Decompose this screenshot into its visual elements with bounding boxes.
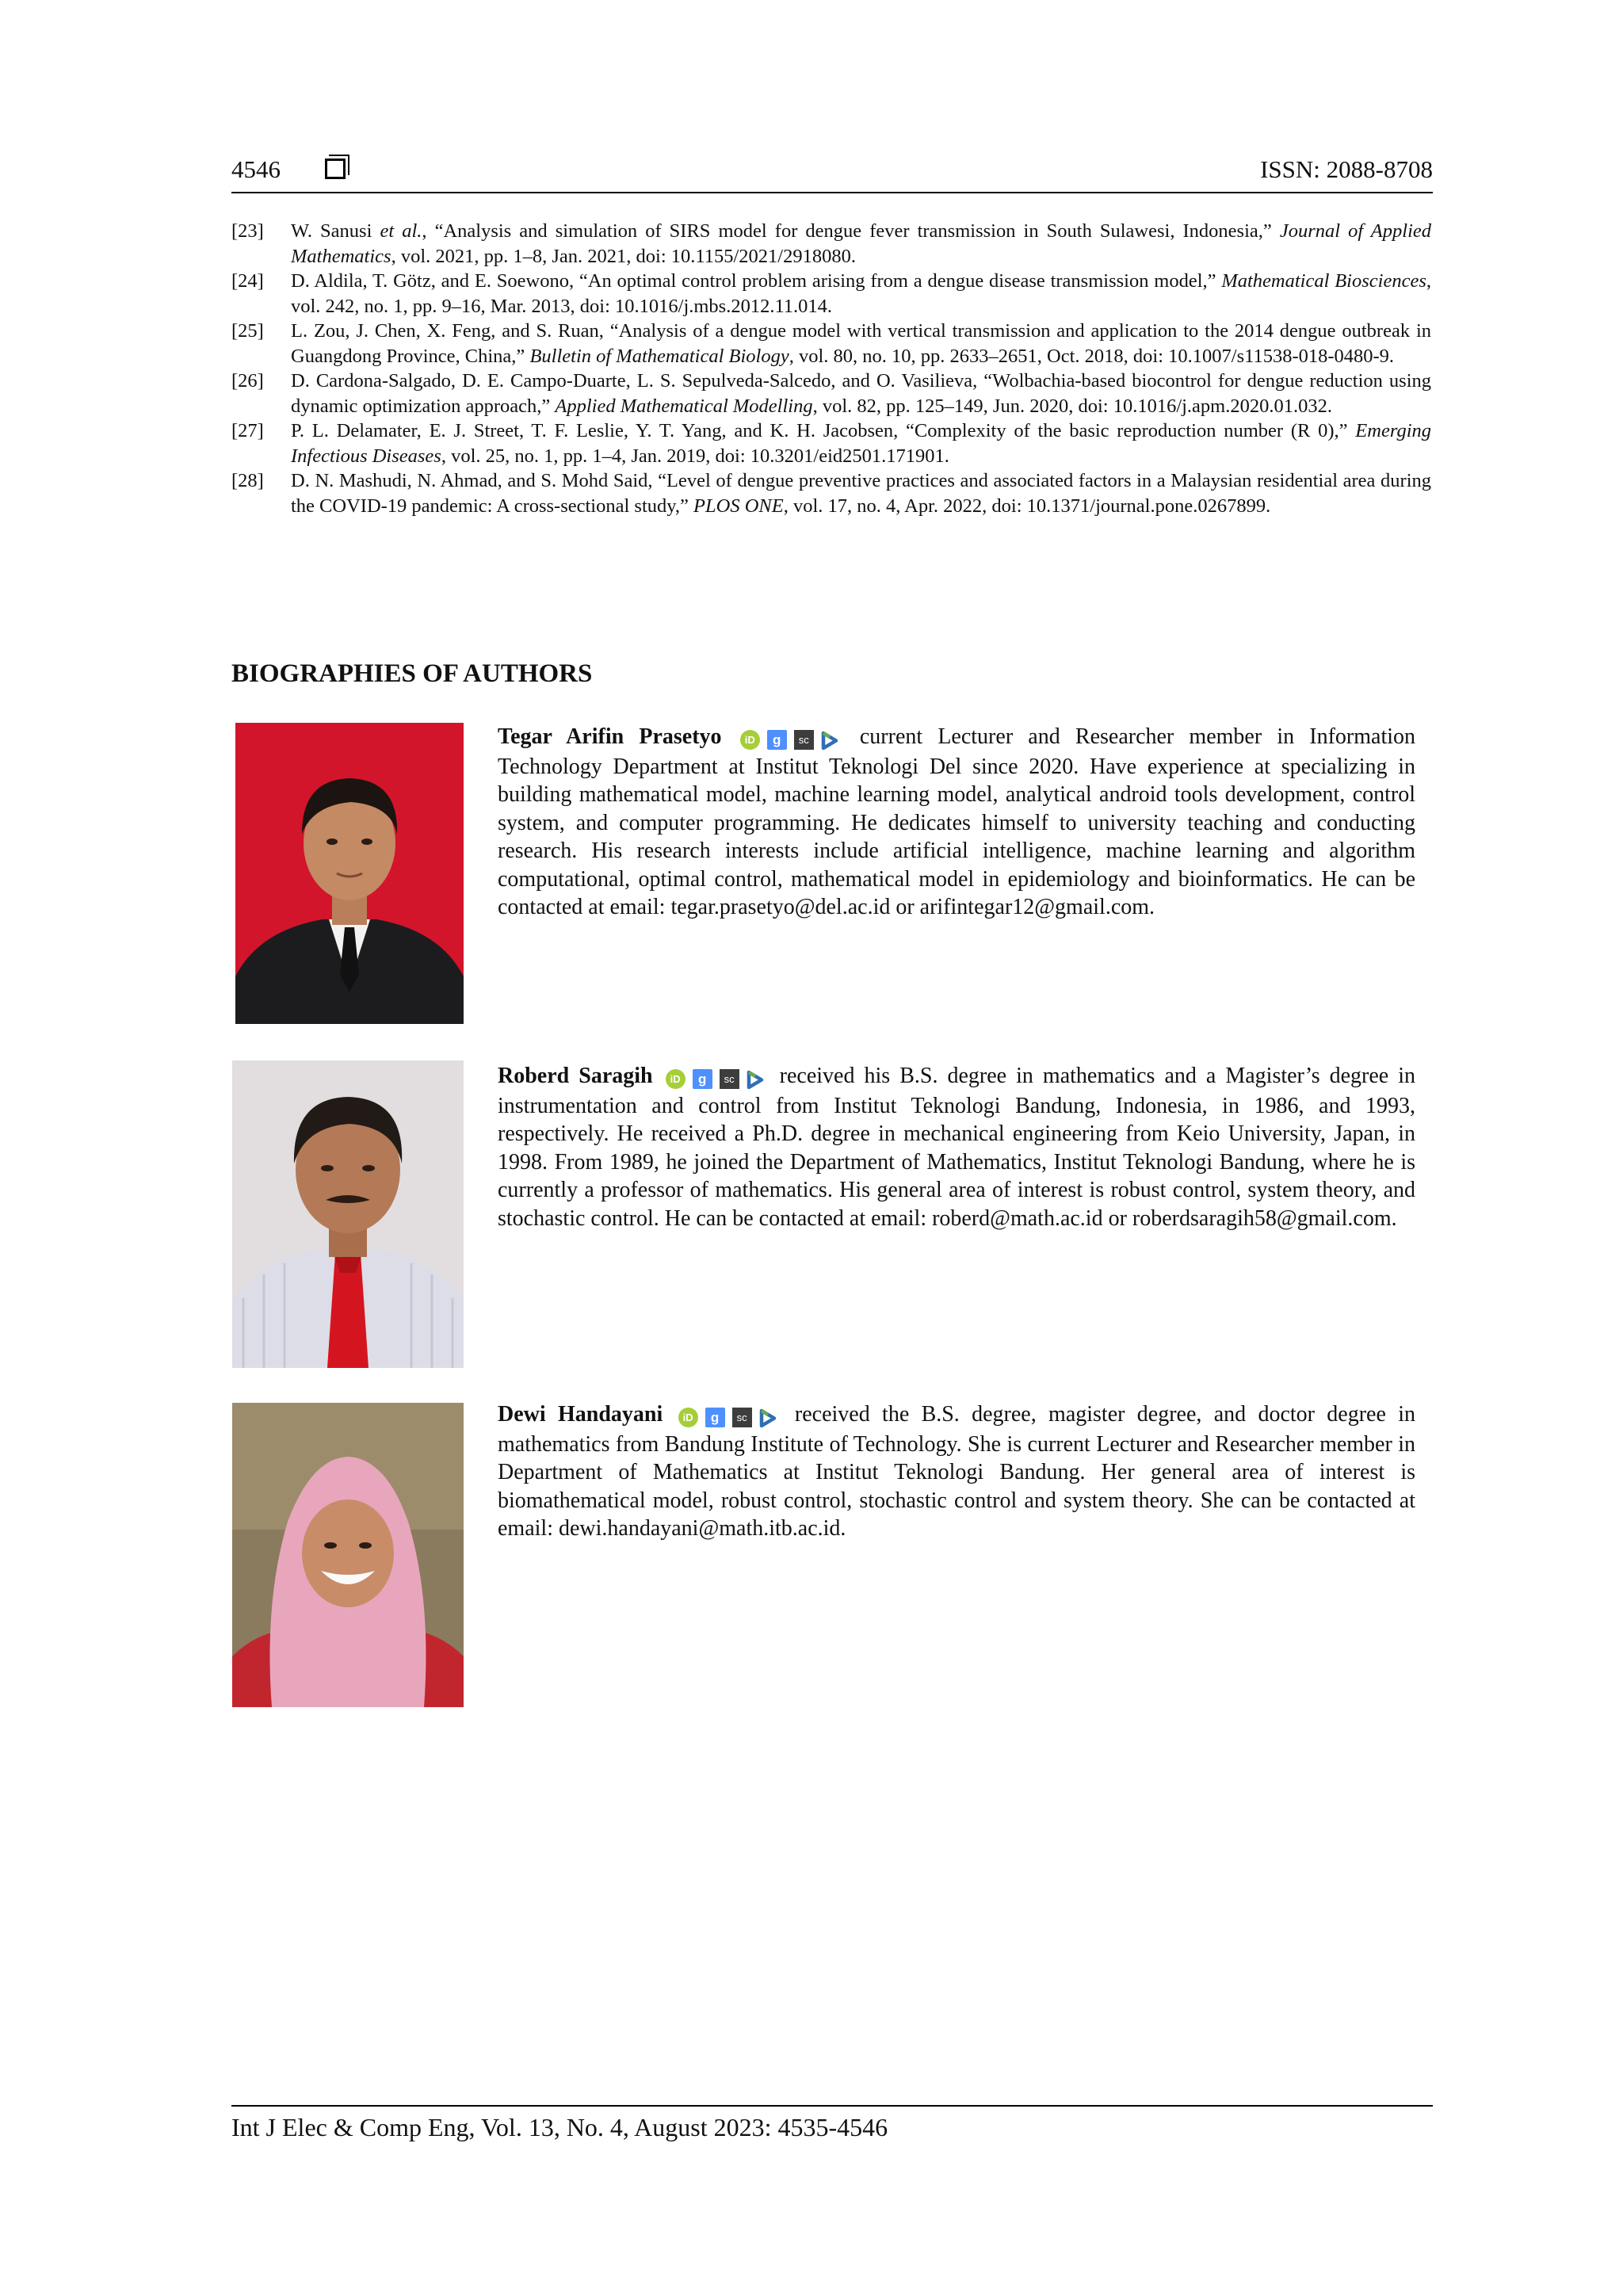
web-of-science-icon[interactable] bbox=[759, 1408, 777, 1427]
reference-item bbox=[231, 219, 1431, 269]
reference-text: L. Zou, J. Chen, X. Feng, and S. Ruan, “Analysis of a dengue model with vertical transmission and application to the 2014 dengue outbreak in Guangdong Province, China,” bbox=[291, 320, 1431, 367]
journal-citation: Int J Elec & Comp Eng, Vol. 13, No. 4, August 2023: 4535-4546 bbox=[231, 2113, 888, 2141]
reference-list bbox=[231, 219, 1431, 518]
square-bullet-icon bbox=[325, 159, 346, 179]
reference-text: D. N. Mashudi, N. Ahmad, and S. Mohd Said, “Level of dengue preventive practices and associated factors in a Malaysian residential area during the COVID-19 pandemic: A cross-sectional study,” bbox=[291, 470, 1431, 517]
google-scholar-icon[interactable]: g bbox=[705, 1408, 725, 1427]
reference-number: [24] bbox=[231, 270, 264, 292]
author-bio-text: current Lecturer and Researcher member in Information Technology Department at Institut Teknologi Del since 2020. Have experience at specializing in building mathematical model, machine learning model, analytical android tools development, control system, and computer programming. He dedicates himself to university teaching and conducting research. His research interests include artificial intelligence, machine learning and algorithm computational, optimal control, mathematical model in epidemiology and bioinformatics. He can be contacted at email: tegar.prasetyo@del.ac.id or arifintegar12@gmail.com. bbox=[498, 724, 1416, 919]
reference-number: [25] bbox=[231, 320, 264, 342]
reference-item bbox=[231, 319, 1431, 369]
portrait-illustration bbox=[232, 1060, 464, 1368]
author-bio-handayani bbox=[498, 1400, 1415, 1543]
web-of-science-icon[interactable] bbox=[821, 730, 838, 750]
reference-journal: Mathematical Biosciences bbox=[1221, 270, 1426, 292]
portrait-illustration bbox=[235, 723, 464, 1024]
section-title: BIOGRAPHIES OF AUTHORS bbox=[231, 659, 593, 688]
author-bio-text: received the B.S. degree, magister degree, and doctor degree in mathematics from Bandung Institute of Technology. She is current Lecturer and Researcher member in Department of Mathematics at Institut Teknologi Bandung. Her general area of interest is biomathematical model, robust control, stochastic control and system theory. She can be contacted at email: dewi.handayani@math.itb.ac.id. bbox=[498, 1402, 1416, 1541]
reference-item bbox=[231, 418, 1431, 468]
reference-text: D. Aldila, T. Götz, and E. Soewono, “An optimal control problem arising from a dengue disease transmission model,” bbox=[291, 270, 1222, 292]
author-id-icons bbox=[678, 1402, 778, 1431]
reference-number: [28] bbox=[231, 470, 264, 491]
page-header bbox=[231, 151, 1433, 193]
reference-item bbox=[231, 269, 1431, 319]
reference-journal: PLOS ONE bbox=[693, 495, 784, 517]
page-number: 4546 bbox=[231, 155, 281, 183]
reference-number: [27] bbox=[231, 420, 264, 441]
reference-italic: et al. bbox=[380, 220, 422, 242]
google-scholar-icon[interactable]: g bbox=[767, 730, 787, 750]
scopus-icon[interactable]: sc bbox=[794, 730, 814, 750]
author-bio-text: received his B.S. degree in mathematics and a Magister’s degree in instrumentation and control from Institut Teknologi Bandung, Indonesia, in 1986, and 1993, respectively. He received a Ph.D. degree in mechanical engineering from Keio University, Japan, in 1998. From 1989, he joined the Department of Mathematics, Institut Teknologi Bandung, where he is currently a professor of mathematics. His general area of interest is robust control, system theory, and stochastic control. He can be contacted at email: roberd@math.ac.id or roberdsaragih58@gmail.com. bbox=[498, 1064, 1416, 1231]
reference-text: D. Cardona-Salgado, D. E. Campo-Duarte, L. S. Sepulveda-Salcedo, and O. Vasilieva, “Wolbachia-based biocontrol for dengue reduction using dynamic optimization approach,” bbox=[291, 370, 1431, 417]
author-id-icons bbox=[666, 1064, 766, 1092]
portrait-illustration bbox=[232, 1403, 464, 1707]
reference-journal: Applied Mathematical Modelling bbox=[555, 395, 813, 417]
reference-journal: Journal of Applied Mathematics bbox=[291, 220, 1431, 267]
reference-item bbox=[231, 369, 1431, 418]
orcid-icon[interactable]: iD bbox=[666, 1069, 685, 1089]
google-scholar-icon[interactable]: g bbox=[693, 1069, 712, 1089]
scopus-icon[interactable]: sc bbox=[732, 1408, 752, 1427]
reference-text: P. L. Delamater, E. J. Street, T. F. Leslie, Y. T. Yang, and K. H. Jacobsen, “Complexity of the basic reproduction number (R 0),” bbox=[291, 420, 1356, 441]
author-photo-handayani bbox=[232, 1403, 464, 1707]
web-of-science-icon[interactable] bbox=[747, 1069, 764, 1089]
author-photo-saragih bbox=[232, 1060, 464, 1368]
reference-text: , vol. 242, no. 1, pp. 9–16, Mar. 2013, doi: 10.1016/j.mbs.2012.11.014. bbox=[291, 270, 1431, 317]
reference-text: , vol. 17, no. 4, Apr. 2022, doi: 10.1371/journal.pone.0267899. bbox=[783, 495, 1271, 517]
author-photo-prasetyo bbox=[235, 723, 464, 1024]
author-bio-prasetyo bbox=[498, 723, 1415, 922]
reference-text: , vol. 80, no. 10, pp. 2633–2651, Oct. 2018, doi: 10.1007/s11538-018-0480-9. bbox=[789, 345, 1395, 367]
author-id-icons bbox=[740, 724, 840, 753]
reference-number: [26] bbox=[231, 370, 264, 392]
page-footer bbox=[231, 2105, 1433, 2142]
reference-journal: Emerging Infectious Diseases bbox=[291, 420, 1431, 467]
reference-text: , vol. 2021, pp. 1–8, Jan. 2021, doi: 10.1155/2021/2918080. bbox=[391, 245, 856, 267]
reference-text: W. Sanusi bbox=[291, 220, 380, 242]
issn-label: ISSN: 2088-8708 bbox=[1260, 155, 1433, 183]
reference-text: , vol. 25, no. 1, pp. 1–4, Jan. 2019, doi: 10.3201/eid2501.171901. bbox=[441, 445, 949, 467]
reference-journal: Bulletin of Mathematical Biology bbox=[529, 345, 789, 367]
orcid-icon[interactable]: iD bbox=[740, 730, 760, 750]
reference-number: [23] bbox=[231, 220, 264, 242]
scopus-icon[interactable]: sc bbox=[720, 1069, 739, 1089]
author-name: Roberd Saragih bbox=[498, 1064, 653, 1088]
reference-text: , “Analysis and simulation of SIRS model for dengue fever transmission in South Sulawesi, Indonesia,” bbox=[422, 220, 1280, 242]
reference-text: , vol. 82, pp. 125–149, Jun. 2020, doi: 10.1016/j.apm.2020.01.032. bbox=[812, 395, 1332, 417]
author-bio-saragih bbox=[498, 1062, 1415, 1232]
reference-item bbox=[231, 468, 1431, 518]
author-name: Dewi Handayani bbox=[498, 1402, 663, 1427]
author-name: Tegar Arifin Prasetyo bbox=[498, 724, 722, 749]
orcid-icon[interactable]: iD bbox=[678, 1408, 698, 1427]
